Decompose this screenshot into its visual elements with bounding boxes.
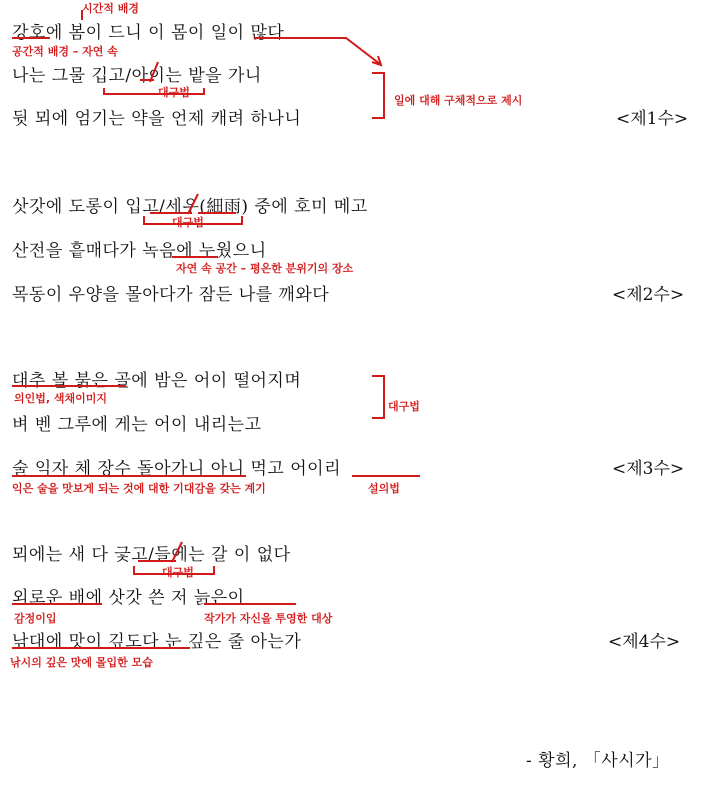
note-empathy: 감정이입 <box>14 612 57 625</box>
note-nature-space: 자연 속 공간 – 평온한 분위기의 장소 <box>176 262 354 275</box>
note-parallelism-4: 대구법 <box>162 566 194 579</box>
bracket-side-3 <box>372 376 384 418</box>
note-expectation: 익은 술을 맛보게 되는 것에 대한 기대감을 갖는 계기 <box>12 482 266 495</box>
note-parallelism-3: 대구법 <box>388 400 420 413</box>
attribution: - 황희, 「사시가」 <box>526 751 670 771</box>
stanza4-line1: 뫼에는 새 다 긏고/들에는 갈 이 없다 <box>12 545 291 565</box>
note-specific-task: 일에 대해 구체적으로 제시 <box>394 94 523 107</box>
stanza1-line1: 강호에 봄이 드니 이 몸이 일이 많다 <box>12 23 285 43</box>
stanza4-label: <제4수> <box>608 632 681 652</box>
note-mimetic-color: 의인법, 색채이미지 <box>14 392 108 405</box>
stanza1-line3: 뒷 뫼에 엄기는 약을 언제 캐려 하나니 <box>12 109 302 129</box>
stanza2-line2: 산전을 흩매다가 녹음에 누웠으니 <box>12 241 267 261</box>
note-time-background: 시간적 배경 <box>82 2 139 15</box>
note-space-background: 공간적 배경 – 자연 속 <box>12 45 118 58</box>
note-parallelism-1: 대구법 <box>158 86 190 99</box>
stanza4-line2: 외로운 배에 삿갓 쓴 저 늙은이 <box>12 588 245 608</box>
note-rhetorical-question: 설의법 <box>368 482 400 495</box>
stanza3-line3: 술 익자 체 장수 돌아가니 아니 먹고 어이리 <box>12 459 342 479</box>
arrowhead-1 <box>372 56 381 65</box>
stanza1-line2: 나는 그물 깁고/아이는 밭을 가니 <box>12 66 262 86</box>
stanza3-line2: 벼 벤 그루에 게는 어이 내리는고 <box>12 415 262 435</box>
stanza2-line3: 목동이 우양을 몰아다가 잠든 나를 깨와다 <box>12 285 330 305</box>
stanza4-line3: 낚대에 맛이 깊도다 눈 깊은 줄 아는가 <box>12 632 302 652</box>
stanza2-label: <제2수> <box>612 285 685 305</box>
stanza1-label: <제1수> <box>616 109 689 129</box>
note-projection: 작가가 자신을 투영한 대상 <box>204 612 333 625</box>
stanza3-line1: 대추 볼 붉은 골에 밤은 어이 떨어지며 <box>12 371 302 391</box>
bracket-side-1 <box>372 73 384 118</box>
stanza3-label: <제3수> <box>612 459 685 479</box>
note-parallelism-2: 대구법 <box>172 216 204 229</box>
note-immersion: 낚시의 깊은 맛에 몰입한 모습 <box>10 656 153 669</box>
stanza2-line1: 삿갓에 도롱이 입고/세우(細雨) 중에 호미 메고 <box>12 197 368 217</box>
